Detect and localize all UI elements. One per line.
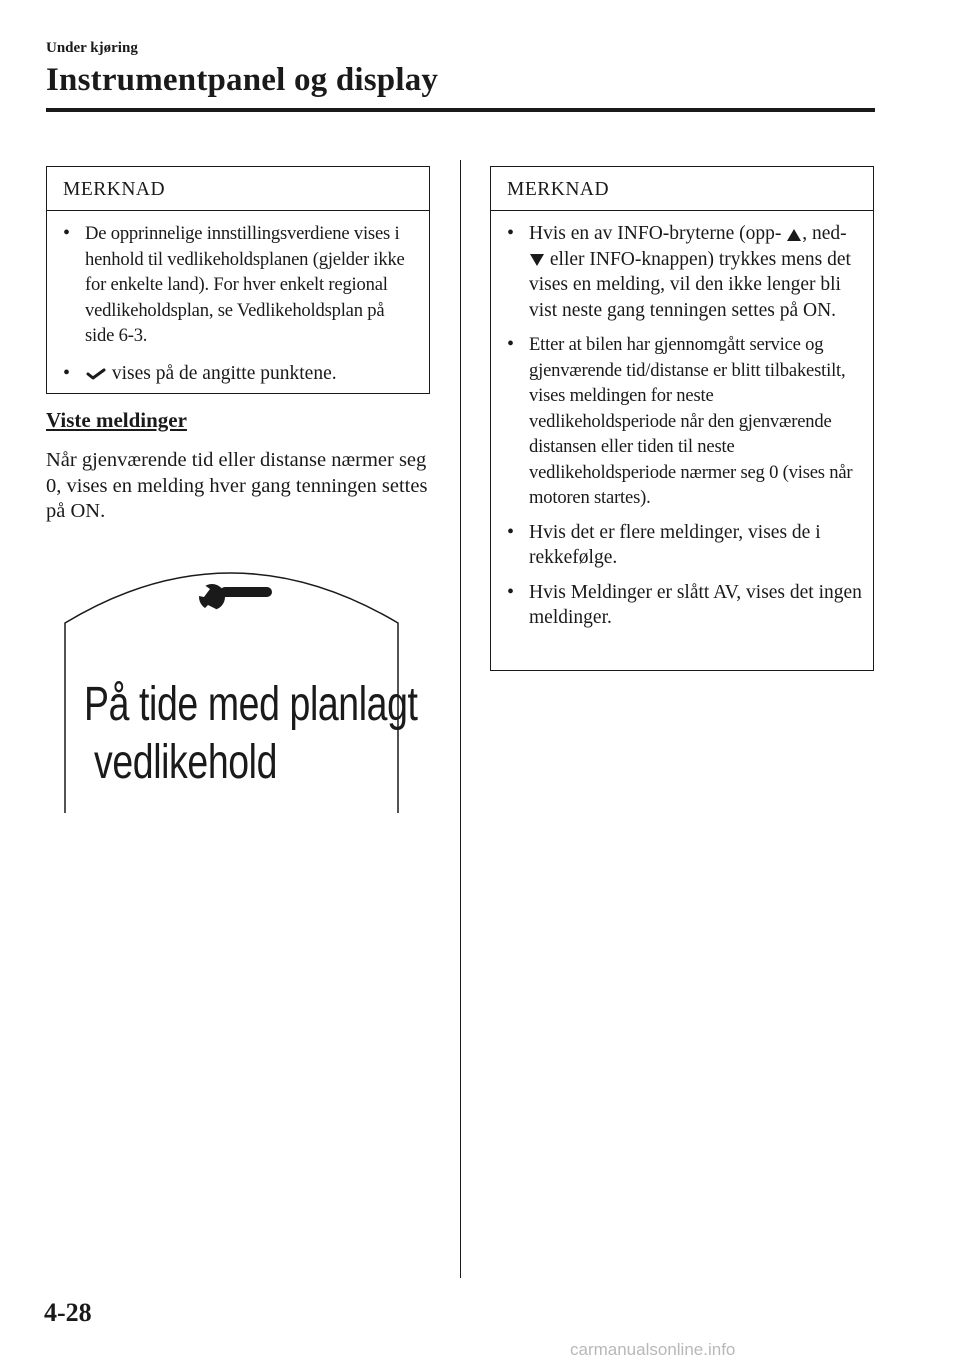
note-bullet <box>63 221 415 349</box>
note-bullet-text: Etter at bilen har gjennomgått service og gjenværende tid/distanse er blitt tilbakestilt, vises meldingen for neste vedlikeholdsperiode når den gjenværende distansen eller tiden til neste vedlikeholdsperiode nærmer seg 0 (vises når motoren startes). <box>529 334 853 508</box>
note-bullet-text: Hvis en av INFO-bryterne (opp- <box>529 223 782 244</box>
display-message-line1: På tide med planlagt <box>84 678 418 731</box>
note-bullet <box>507 221 863 323</box>
section-label: Under kjøring <box>46 40 138 56</box>
check-mark-icon <box>85 367 107 381</box>
bullet-dot-icon: • <box>507 333 514 355</box>
wrench-icon <box>194 575 274 615</box>
note-bullet-text: Hvis det er flere meldinger, vises de i rekkefølge. <box>529 521 821 568</box>
down-triangle-icon <box>529 253 545 267</box>
bullet-dot-icon: • <box>507 580 515 603</box>
bullet-dot-icon: • <box>507 222 515 244</box>
section-heading: Viste meldinger <box>46 408 187 432</box>
note-bullet <box>507 520 863 571</box>
note-bullet-text: ned- <box>811 223 847 244</box>
note-bullet <box>507 580 863 631</box>
note-bullet-text: Hvis Meldinger er slått AV, vises det ingen meldinger. <box>529 581 862 628</box>
note-heading: MERKNAD <box>491 167 873 211</box>
display-message-line2: vedlikehold <box>94 736 278 789</box>
bullet-dot-icon: • <box>507 520 515 543</box>
note-bullet-text: De opprinnelige innstillingsverdiene vises i henhold til vedlikeholdsplanen (gjelder ikke for enkelte land). For hver enkelt regional vedlikeholdsplan, se Vedlikeholdsplan på side 6-3. <box>85 223 405 346</box>
left-note-box <box>46 166 430 394</box>
page-number: 4-28 <box>44 1298 92 1327</box>
column-divider <box>460 160 461 1278</box>
right-note-box <box>490 166 874 671</box>
body-paragraph: Når gjenværende tid eller distanse nærmer seg 0, vises en melding hver gang tenningen settes på ON. <box>46 449 428 522</box>
page-title: Instrumentpanel og display <box>46 62 439 98</box>
note-bullet <box>63 361 415 387</box>
note-body <box>47 211 429 386</box>
up-triangle-icon <box>786 228 802 242</box>
watermark: carmanualsonline.info <box>570 1340 736 1359</box>
note-body <box>491 211 873 631</box>
note-bullet-text: vises på de angitte punktene. <box>111 362 337 384</box>
note-heading: MERKNAD <box>47 167 429 211</box>
bullet-dot-icon: • <box>63 361 71 384</box>
display-illustration <box>62 555 418 815</box>
note-bullet <box>507 332 863 511</box>
bullet-dot-icon: • <box>63 222 70 244</box>
title-rule <box>46 108 875 112</box>
note-bullet-text: eller INFO-knappen) trykkes mens det vises en melding, vil den ikke lenger bli vist neste gang tenningen settes på ON. <box>529 248 851 321</box>
note-bullet-text: , <box>802 223 808 244</box>
